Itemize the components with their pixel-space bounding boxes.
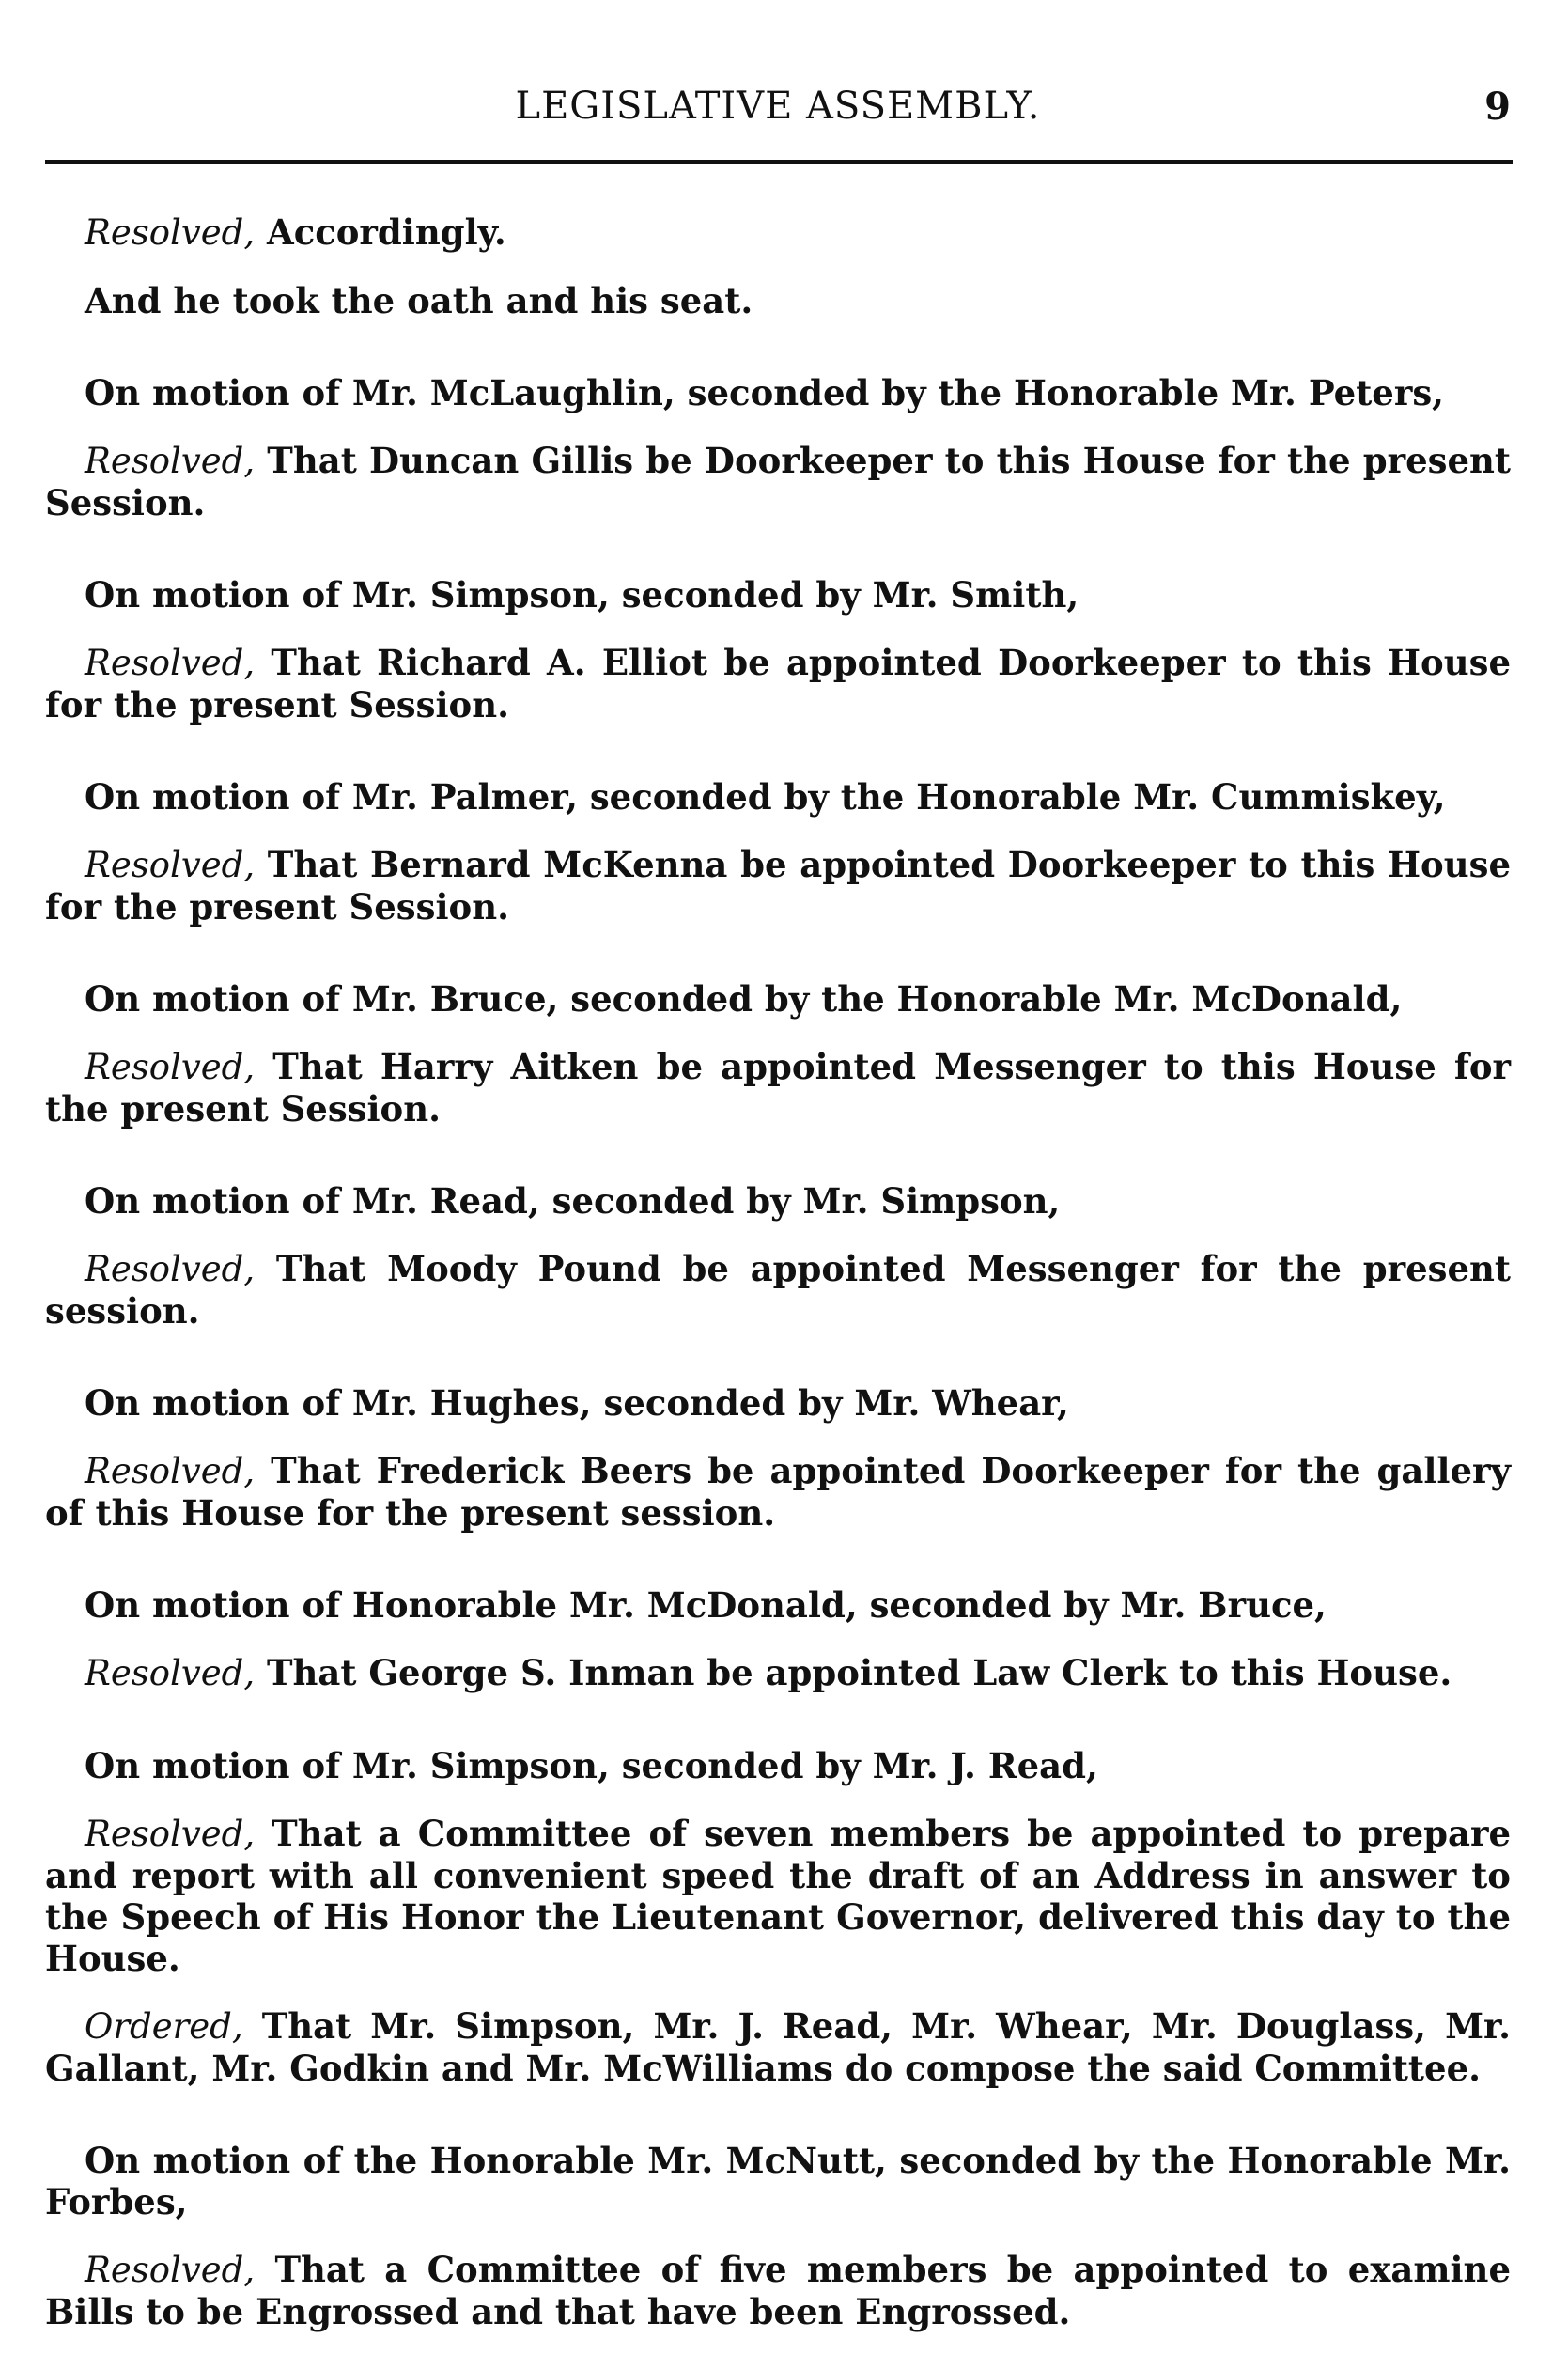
- resolved-label: Resolved,: [85, 845, 256, 885]
- resolved-label: Resolved,: [85, 212, 256, 253]
- motion-line: On motion of Mr. Palmer, seconded by the Honorable Mr. Cummiskey,: [85, 776, 1446, 818]
- resolved-label: Resolved,: [85, 1653, 256, 1693]
- paragraph: [45, 211, 1511, 254]
- paragraph-text: That Harry Aitken be appointed Messenger to this House for the present Session.: [45, 1046, 1511, 1130]
- resolved-label: Resolved,: [85, 1451, 256, 1491]
- resolved-label: Resolved,: [85, 1249, 256, 1289]
- motion-line: On motion of Mr. Read, seconded by Mr. Simpson,: [85, 1180, 1061, 1222]
- page-number: 9: [1484, 85, 1511, 129]
- paragraph: [45, 844, 1511, 927]
- paragraph-text: Accordingly.: [255, 211, 506, 253]
- paragraph-text: That a Committee of five members be appointed to examine Bills to be Engrossed and that have been Engrossed.: [45, 2249, 1511, 2332]
- paragraph-text: That Richard A. Elliot be appointed Doorkeeper to this House for the present Session.: [45, 642, 1511, 725]
- paragraph-text: That Duncan Gillis be Doorkeeper to this House for the present Session.: [45, 440, 1511, 523]
- motion-line: On motion of Mr. Hughes, seconded by Mr. Whear,: [85, 1382, 1069, 1424]
- resolved-label: Resolved,: [85, 1814, 256, 1854]
- paragraph: [45, 2005, 1511, 2089]
- motion-line: On motion of Mr. Bruce, seconded by the Honorable Mr. McDonald,: [85, 978, 1403, 1020]
- paragraph-text: That Moody Pound be appointed Messenger for the present session.: [45, 1248, 1511, 1332]
- resolved-label: Resolved,: [85, 1047, 256, 1087]
- resolved-label: Resolved,: [85, 643, 256, 683]
- page-header: [45, 85, 1511, 141]
- resolved-label: Resolved,: [85, 2250, 256, 2290]
- motion-line: On motion of Mr. McLaughlin, seconded by the Honorable Mr. Peters,: [85, 372, 1445, 413]
- paragraph-text: That Mr. Simpson, Mr. J. Read, Mr. Whear, Mr. Douglass, Mr. Gallant, Mr. Godkin and Mr. McWilliams do compose the said Committee.: [45, 2005, 1511, 2089]
- paragraph-text: That a Committee of seven members be appointed to prepare and report with all convenient speed the draft of an Address in answer to the Speech of His Honor the Lieutenant Governor, delivered this day to the House.: [45, 1813, 1511, 1979]
- paragraph: [45, 1652, 1511, 1694]
- paragraph-text: That Bernard McKenna be appointed Doorkeeper to this House for the present Session.: [45, 844, 1511, 927]
- paragraph: [45, 1813, 1511, 1979]
- paragraph: And he took the oath and his seat.: [85, 280, 753, 321]
- motion-line: On motion of Mr. Simpson, seconded by Mr. J. Read,: [85, 1745, 1098, 1786]
- page-title: LEGISLATIVE ASSEMBLY.: [515, 85, 1041, 128]
- paragraph: [45, 1450, 1511, 1534]
- paragraph-text: That Frederick Beers be appointed Doorkeeper for the gallery of this House for the present session.: [45, 1450, 1511, 1534]
- paragraph-text: That George S. Inman be appointed Law Clerk to this House.: [255, 1652, 1452, 1693]
- resolved-label: Resolved,: [85, 441, 256, 481]
- paragraph: [45, 1046, 1511, 1130]
- paragraph: [45, 1248, 1511, 1332]
- motion-line: On motion of Honorable Mr. McDonald, seconded by Mr. Bruce,: [85, 1584, 1327, 1626]
- paragraph: [45, 2249, 1511, 2332]
- paragraph: [45, 440, 1511, 523]
- ordered-label: Ordered,: [85, 2006, 243, 2047]
- paragraph: [45, 642, 1511, 725]
- motion-line: On motion of Mr. Simpson, seconded by Mr. Smith,: [85, 574, 1079, 616]
- document-body: [45, 211, 1511, 2332]
- motion-line: On motion of the Honorable Mr. McNutt, seconded by the Honorable Mr. Forbes,: [45, 2140, 1511, 2222]
- header-rule: [45, 160, 1513, 164]
